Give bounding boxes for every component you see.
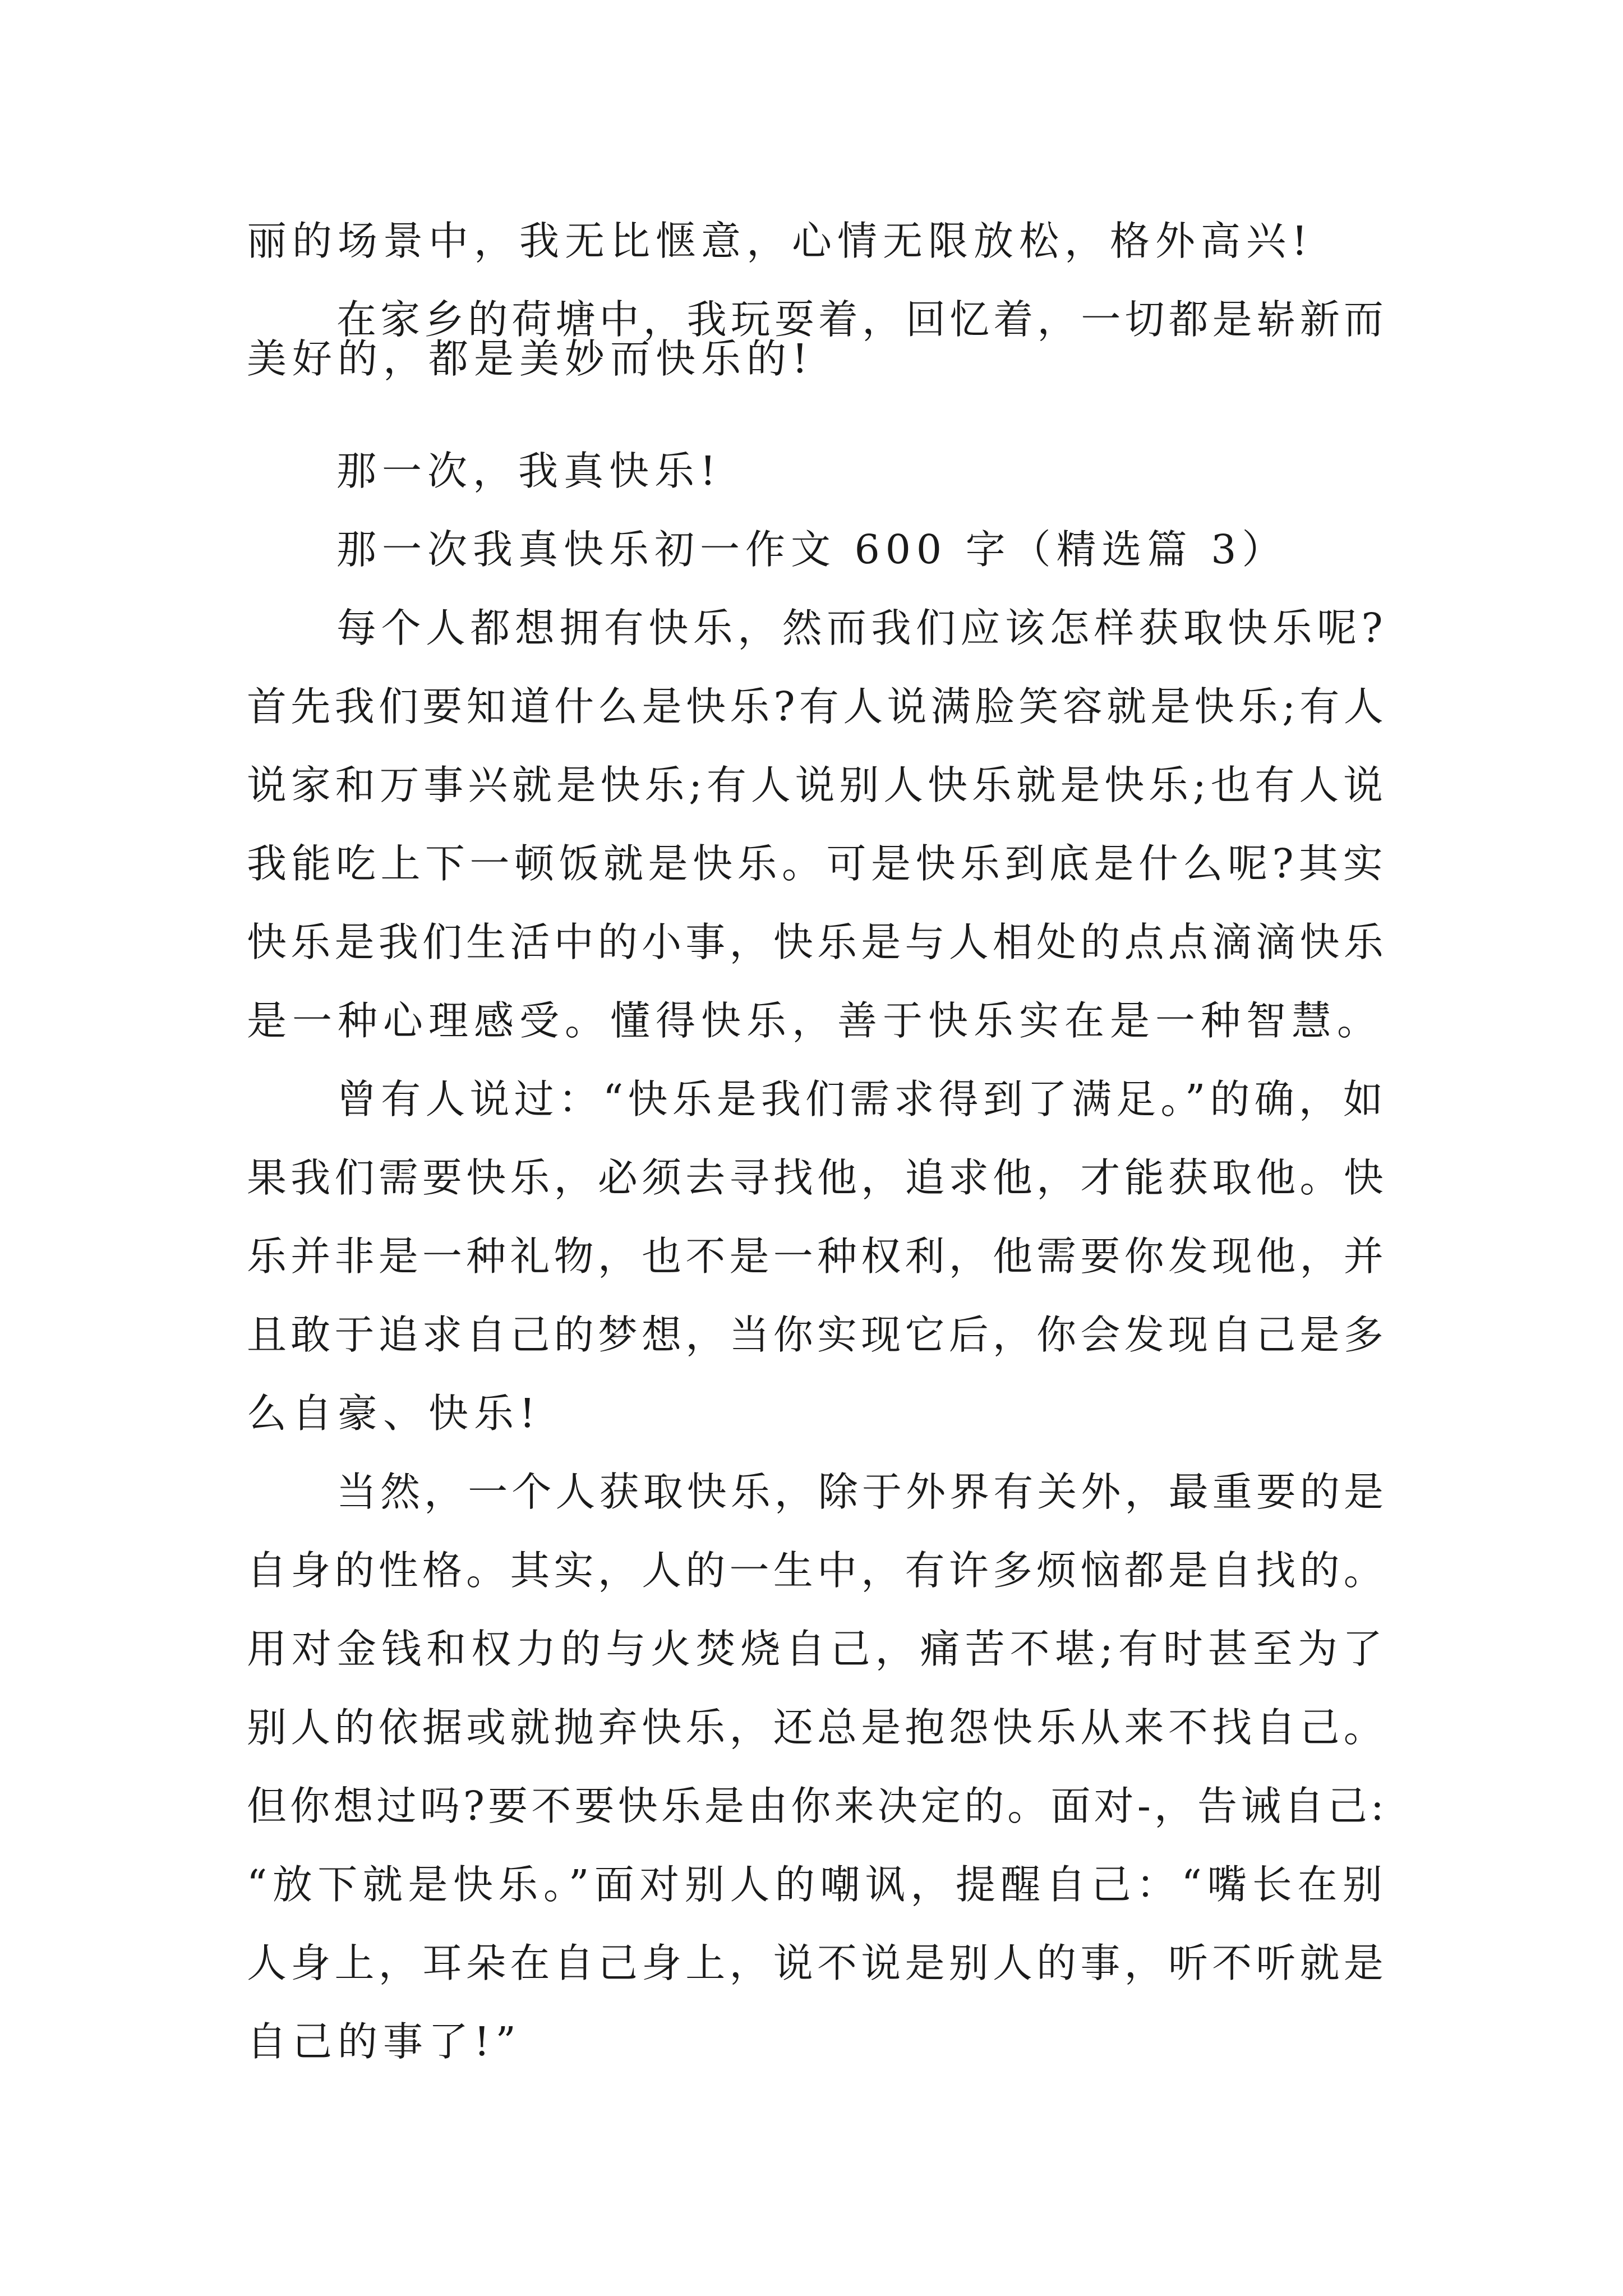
text-line: 自身的性格。其实，人的一生中，有许多烦恼都是自找的。 — [247, 1547, 1388, 1594]
section-heading: 那一次我真快乐初一作文 600 字（精选篇 3） — [336, 526, 1288, 573]
text-line: 快乐是我们生活中的小事，快乐是与人相处的点点滴滴快乐 — [247, 919, 1388, 965]
text-line: 说家和万事兴就是快乐;有人说别人快乐就是快乐;也有人说 — [247, 762, 1387, 808]
text-line: 么自豪、快乐! — [247, 1390, 541, 1437]
text-line: 曾有人说过：“快乐是我们需求得到了满足。”的确，如 — [336, 1076, 1388, 1122]
text-line: 别人的依据或就抛弃快乐，还总是抱怨快乐从来不找自己。 — [247, 1704, 1388, 1751]
text-line: 在家乡的荷塘中，我玩耍着，回忆着，一切都是崭新而 — [336, 296, 1388, 343]
text-line: 丽的场景中，我无比惬意，心情无限放松，格外高兴! — [247, 218, 1313, 264]
text-line: 且敢于追求自己的梦想，当你实现它后，你会发现自己是多 — [247, 1312, 1388, 1358]
text-line: 每个人都想拥有快乐，然而我们应该怎样获取快乐呢? — [336, 605, 1388, 651]
text-line: 人身上，耳朵在自己身上，说不说是别人的事，听不听就是 — [247, 1940, 1388, 1986]
text-line: 首先我们要知道什么是快乐?有人说满脸笑容就是快乐;有人 — [247, 683, 1387, 730]
text-line: 乐并非是一种礼物，也不是一种权利，他需要你发现他，并 — [247, 1233, 1388, 1280]
text-line: 那一次，我真快乐! — [336, 448, 722, 494]
text-line: 用对金钱和权力的与火焚烧自己，痛苦不堪;有时甚至为了 — [247, 1626, 1387, 1672]
text-line: “放下就是快乐。”面对别人的嘲讽，提醒自己：“嘴长在别 — [247, 1861, 1388, 1908]
text-line: 当然，一个人获取快乐，除于外界有关外，最重要的是 — [336, 1469, 1388, 1515]
text-line: 果我们需要快乐，必须去寻找他，追求他，才能获取他。快 — [247, 1154, 1388, 1201]
text-line: 我能吃上下一顿饭就是快乐。可是快乐到底是什么呢?其实 — [247, 840, 1388, 887]
text-line: 美好的，都是美妙而快乐的! — [247, 335, 814, 382]
text-line: 是一种心理感受。懂得快乐，善于快乐实在是一种智慧。 — [247, 997, 1383, 1044]
text-line: 但你想过吗?要不要快乐是由你来决定的。面对-，告诫自己: — [247, 1783, 1387, 1829]
text-line: 自己的事了!” — [247, 2018, 522, 2065]
